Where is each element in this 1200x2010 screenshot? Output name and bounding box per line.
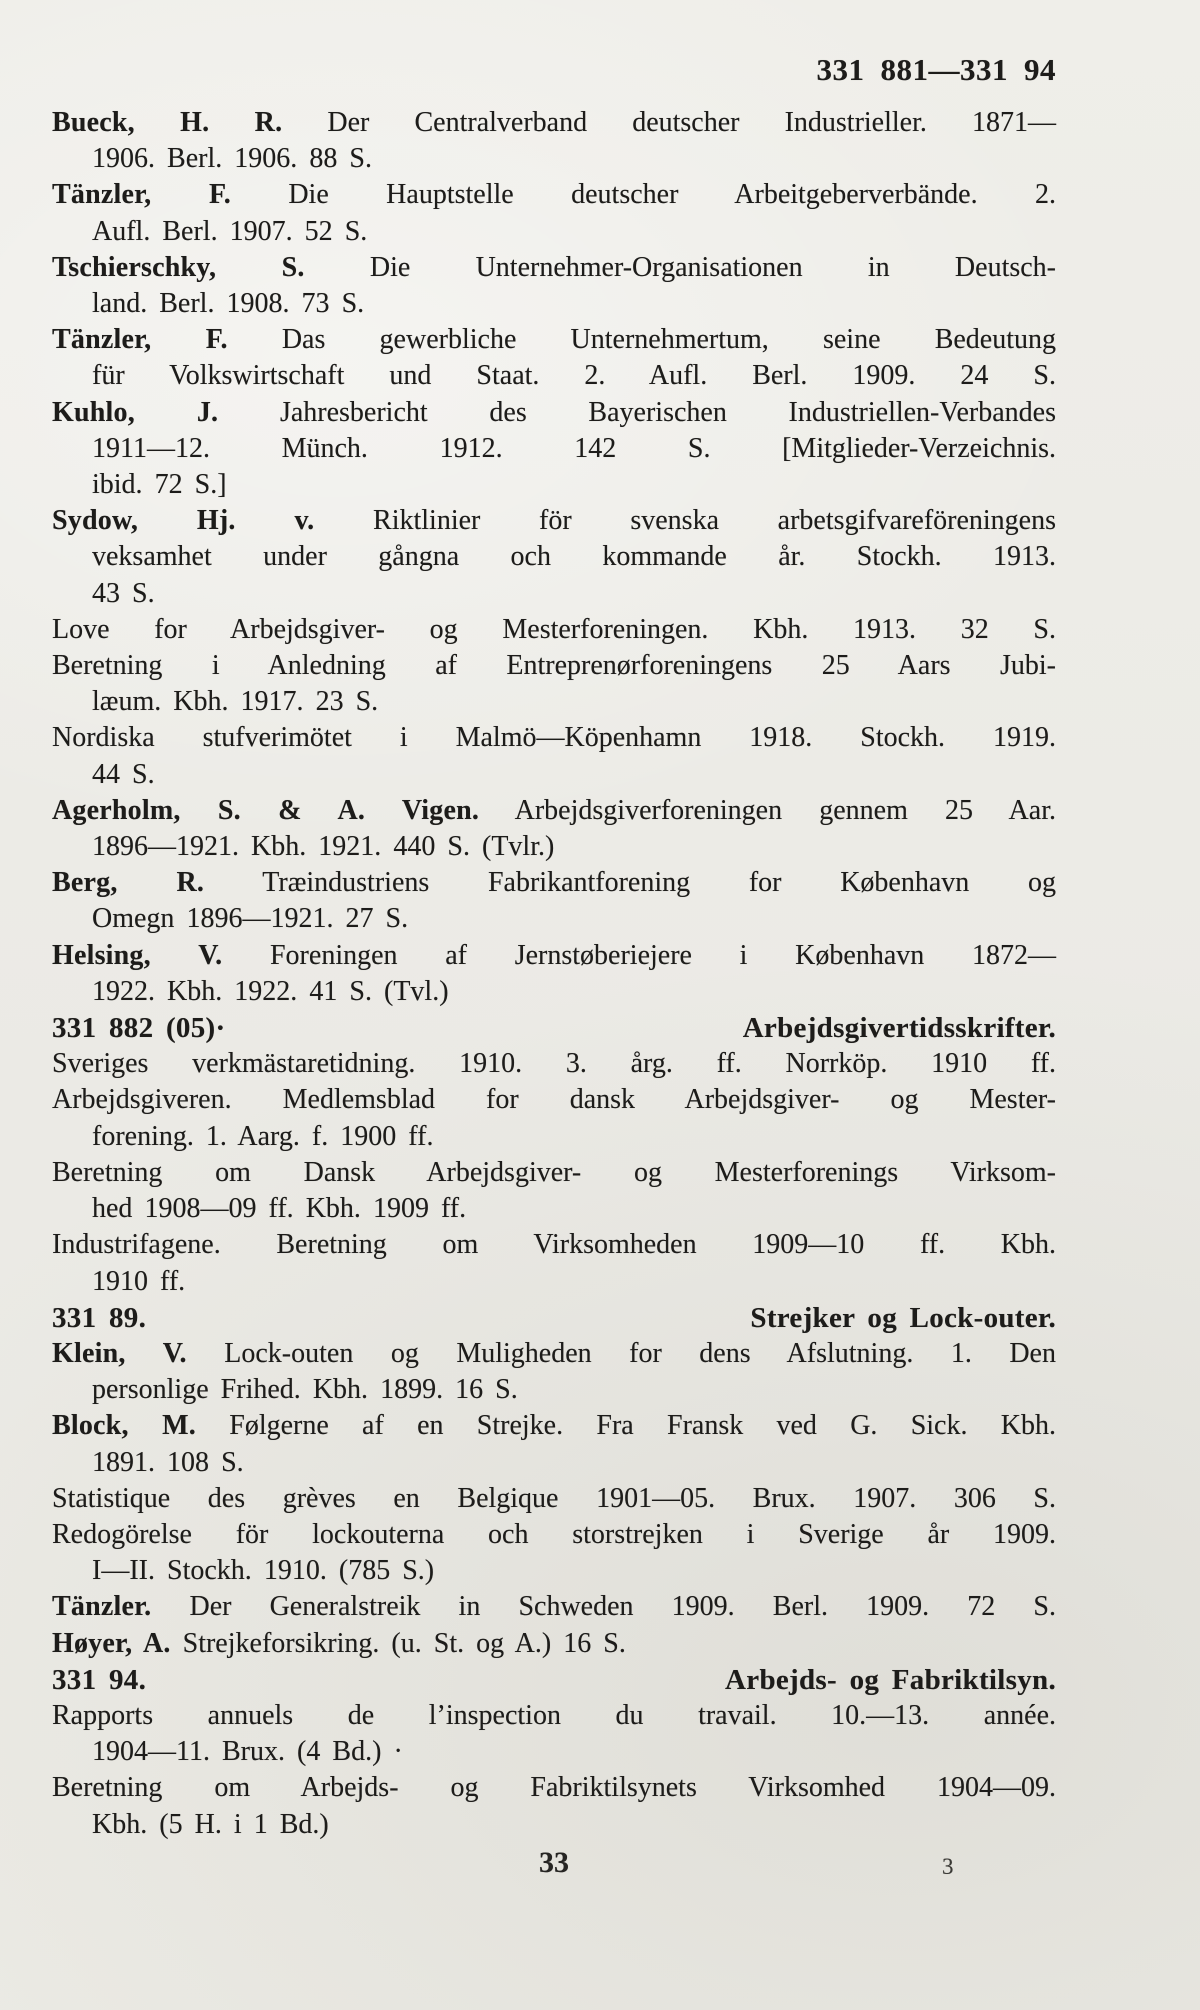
- entry-line: Love for Arbejdsgiver- og Mesterforeningen. Kbh. 1913. 32 S.: [52, 613, 1056, 645]
- entry-line: Rapports annuels de l’inspection du travail. 10.—13. année.: [52, 1699, 1056, 1731]
- entry-author: Agerholm, S. & A. Vigen.: [52, 794, 480, 826]
- bibliography-entry: [52, 938, 1056, 1010]
- entry-author: Berg, R.: [52, 867, 205, 899]
- entry-line: land. Berl. 1908. 73 S.: [92, 288, 365, 320]
- entry-line: Tschierschky, S. Die Unternehmer-Organisationen in Deutsch-: [52, 251, 1056, 283]
- entry-line: 1891. 108 S.: [92, 1446, 244, 1478]
- bibliography-entry: [52, 793, 1056, 865]
- entry-line: Tänzler, F. Die Hauptstelle deutscher Arbeitgeberverbände. 2.: [52, 179, 1057, 211]
- section-title: Arbejdsgivertidsskrifter.: [742, 1012, 1056, 1045]
- section-heading: [52, 1662, 1056, 1698]
- bibliography-entry: [52, 865, 1056, 937]
- entry-line: Beretning i Anledning af Entreprenørforeningens 25 Aars Jubi-: [52, 650, 1056, 682]
- entry-author: Bueck, H. R.: [52, 107, 283, 138]
- entry-line: Kbh. (5 H. i 1 Bd.): [92, 1808, 329, 1840]
- text-block: [52, 52, 1056, 1843]
- signature-mark: 3: [942, 1854, 954, 1879]
- entry-line: 1896—1921. Kbh. 1921. 440 S. (Tvlr.): [92, 831, 555, 863]
- entry-line: Helsing, V. Foreningen af Jernstøberiejere i København 1872—: [52, 939, 1056, 971]
- entry-line: veksamhet under gångna och kommande år. Stockh. 1913.: [92, 541, 1056, 573]
- section-title: Arbejds- og Fabriktilsyn.: [725, 1663, 1056, 1696]
- bibliography-entry: [52, 648, 1056, 720]
- entry-line: Tänzler, F. Das gewerbliche Unternehmertum, seine Bedeutung: [52, 324, 1057, 356]
- entry-line: 44 S.: [92, 758, 155, 790]
- entry-line: ibid. 72 S.]: [92, 469, 227, 501]
- entry-author: Klein, V.: [52, 1337, 187, 1369]
- entry-line: Agerholm, S. & A. Vigen. Arbejdsgiverforeningen gennem 25 Aar.: [52, 794, 1056, 826]
- bibliography-entry: [52, 1698, 1056, 1770]
- bibliography-entry: [52, 720, 1056, 792]
- bibliography-entry: [52, 1408, 1056, 1480]
- bibliography-entry: [52, 1481, 1056, 1517]
- bibliography-entry: [52, 1227, 1056, 1299]
- entry-line: 1922. Kbh. 1922. 41 S. (Tvl.): [92, 975, 449, 1007]
- entry-line: Nordiska stufverimötet i Malmö—Köpenhamn 1918. Stockh. 1919.: [52, 722, 1056, 754]
- entry-author: Tschierschky, S.: [52, 251, 305, 283]
- entry-line: Block, M. Følgerne af en Strejke. Fra Fransk ved G. Sick. Kbh.: [52, 1410, 1056, 1442]
- entry-line: Aufl. Berl. 1907. 52 S.: [92, 215, 368, 247]
- entry-line: Sydow, Hj. v. Riktlinier för svenska arbetsgifvareföreningens: [52, 505, 1056, 537]
- page-number: 33: [539, 1846, 569, 1879]
- bibliography-entry: [52, 1082, 1056, 1154]
- entry-author: Sydow, Hj. v.: [52, 505, 315, 537]
- entry-line: Beretning om Arbejds- og Fabriktilsynets Virksomhed 1904—09.: [52, 1772, 1056, 1804]
- entry-author: Helsing, V.: [52, 939, 223, 971]
- section-heading: [52, 1010, 1056, 1046]
- bibliography-entry: [52, 503, 1056, 612]
- entry-line: 43 S.: [92, 577, 155, 609]
- bibliography-list: [52, 105, 1056, 1843]
- entry-line: læum. Kbh. 1917. 23 S.: [92, 686, 379, 718]
- entry-line: Tänzler. Der Generalstreik in Schweden 1909. Berl. 1909. 72 S.: [52, 1591, 1056, 1623]
- section-code: 331 882 (05)·: [52, 1012, 226, 1045]
- section-title: Strejker og Lock-outer.: [750, 1301, 1056, 1334]
- entry-line: Sveriges verkmästaretidning. 1910. 3. årg. ff. Norrköp. 1910 ff.: [52, 1048, 1056, 1080]
- bibliography-entry: [52, 1626, 1056, 1662]
- bibliography-entry: [52, 1770, 1056, 1842]
- entry-line: Kuhlo, J. Jahresbericht des Bayerischen Industriellen-Verbandes: [52, 396, 1057, 428]
- bibliography-entry: [52, 250, 1056, 322]
- entry-line: Høyer, A. Strejkeforsikring. (u. St. og A.) 16 S.: [52, 1627, 626, 1659]
- entry-line: Bueck, H. R. Der Centralverband deutscher Industrieller. 1871—: [52, 107, 1056, 138]
- bibliography-entry: [52, 177, 1056, 249]
- section-code: 331 94.: [52, 1663, 147, 1696]
- entry-line: Industrifagene. Beretning om Virksomheden 1909—10 ff. Kbh.: [52, 1229, 1056, 1261]
- bibliography-entry: [52, 1155, 1056, 1227]
- bibliography-entry: [52, 322, 1056, 394]
- bibliography-entry: [52, 105, 1056, 177]
- entry-line: Statistique des grèves en Belgique 1901—05. Brux. 1907. 306 S.: [52, 1482, 1056, 1514]
- entry-line: Klein, V. Lock-outen og Muligheden for dens Afslutning. 1. Den: [52, 1337, 1056, 1369]
- entry-line: 1910 ff.: [92, 1265, 186, 1297]
- section-heading: [52, 1300, 1056, 1336]
- entry-author: Tänzler, F.: [52, 324, 228, 356]
- entry-author: Tänzler.: [52, 1591, 152, 1623]
- entry-line: Beretning om Dansk Arbejdsgiver- og Mesterforenings Virksom-: [52, 1156, 1056, 1188]
- entry-line: forening. 1. Aarg. f. 1900 ff.: [92, 1120, 434, 1152]
- bibliography-entry: [52, 395, 1056, 504]
- entry-line: 1906. Berl. 1906. 88 S.: [92, 143, 372, 175]
- bibliography-entry: [52, 1517, 1056, 1589]
- entry-author: Block, M.: [52, 1410, 196, 1442]
- entry-author: Tänzler, F.: [52, 179, 231, 211]
- section-code: 331 89.: [52, 1301, 147, 1334]
- bibliography-entry: [52, 1336, 1056, 1408]
- bibliography-entry: [52, 1046, 1056, 1082]
- entry-line: für Volkswirtschaft und Staat. 2. Aufl. Berl. 1909. 24 S.: [92, 360, 1056, 392]
- entry-line: Redogörelse för lockouterna och storstrejken i Sverige år 1909.: [52, 1518, 1056, 1550]
- entry-line: 1904—11. Brux. (4 Bd.) ·: [92, 1736, 403, 1768]
- entry-line: Berg, R. Træindustriens Fabrikantforening for København og: [52, 867, 1056, 899]
- entry-line: personlige Frihed. Kbh. 1899. 16 S.: [92, 1374, 518, 1406]
- entry-author: Kuhlo, J.: [52, 396, 219, 428]
- entry-line: Omegn 1896—1921. 27 S.: [92, 903, 409, 935]
- entry-line: I—II. Stockh. 1910. (785 S.): [92, 1555, 435, 1587]
- entry-line: 1911—12. Münch. 1912. 142 S. [Mitglieder-Verzeichnis.: [92, 432, 1056, 464]
- entry-line: hed 1908—09 ff. Kbh. 1909 ff.: [92, 1193, 467, 1225]
- running-head: 331 881—331 94: [816, 52, 1056, 87]
- bibliography-entry: [52, 612, 1056, 648]
- entry-line: Arbejdsgiveren. Medlemsblad for dansk Arbejdsgiver- og Mester-: [52, 1084, 1056, 1116]
- entry-author: Høyer, A.: [52, 1627, 171, 1659]
- bibliography-entry: [52, 1589, 1056, 1625]
